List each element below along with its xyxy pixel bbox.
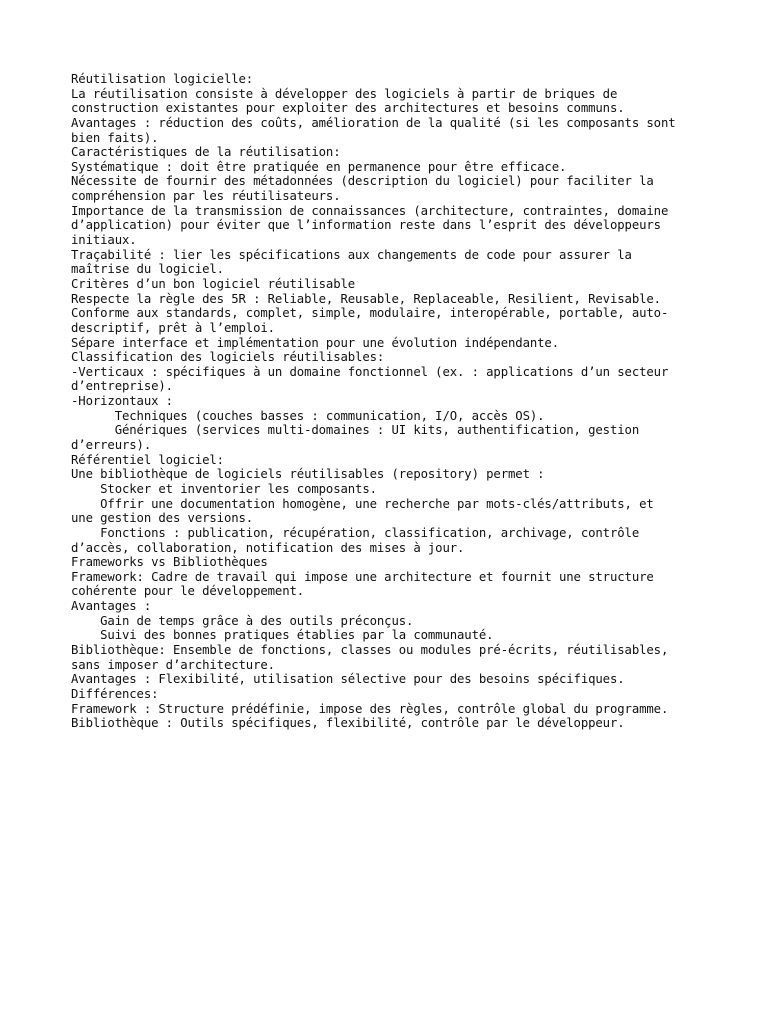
text-line: construction existantes pour exploiter des architectures et besoins communs. (71, 101, 625, 116)
text-line: Traçabilité : lier les spécifications aux changements de code pour assurer la (71, 247, 632, 262)
text-line: Stocker et inventorier les composants. (71, 481, 377, 496)
text-line: Respecte la règle des 5R : Reliable, Reusable, Replaceable, Resilient, Revisable. (71, 291, 661, 306)
text-line: Bibliothèque : Outils spécifiques, flexibilité, contrôle par le développeur. (71, 716, 625, 731)
text-line: maîtrise du logiciel. (71, 262, 224, 277)
text-line: Frameworks vs Bibliothèques (71, 555, 268, 570)
text-line: Conforme aux standards, complet, simple, modulaire, interopérable, portable, auto- (71, 306, 669, 321)
text-line: Importance de la transmission de connaissances (architecture, contraintes, domaine (71, 203, 669, 218)
text-line: Avantages : Flexibilité, utilisation sélective pour des besoins spécifiques. (71, 672, 625, 687)
text-line: compréhension par les réutilisateurs. (71, 189, 341, 204)
text-line: Nécessite de fournir des métadonnées (description du logiciel) pour faciliter la (71, 174, 654, 189)
text-line: d’erreurs). (71, 438, 152, 453)
text-line: Une bibliothèque de logiciels réutilisables (repository) permet : (71, 467, 545, 482)
text-line: Suivi des bonnes pratiques établies par la communauté. (71, 628, 494, 643)
text-line: Systématique : doit être pratiquée en permanence pour être efficace. (71, 159, 567, 174)
text-line: bien faits). (71, 130, 159, 145)
text-line: d’accès, collaboration, notification des mises à jour. (71, 540, 465, 555)
text-line: Techniques (couches basses : communication, I/O, accès OS). (71, 408, 545, 423)
text-line: Sépare interface et implémentation pour une évolution indépendante. (71, 335, 559, 350)
text-line: Référentiel logiciel: (71, 452, 224, 467)
text-line: Framework: Cadre de travail qui impose une architecture et fournit une structure (71, 569, 654, 584)
text-line: Gain de temps grâce à des outils préconçus. (71, 613, 414, 628)
text-line: initiaux. (71, 233, 137, 248)
document-page (71, 72, 711, 731)
text-line: une gestion des versions. (71, 511, 254, 526)
text-line: Critères d’un bon logiciel réutilisable (71, 276, 356, 291)
text-line: descriptif, prêt à l’emploi. (71, 320, 275, 335)
text-line: Caractéristiques de la réutilisation: (71, 145, 341, 160)
text-line: Fonctions : publication, récupération, classification, archivage, contrôle (71, 525, 640, 540)
text-line: Avantages : (71, 599, 152, 614)
text-line: sans imposer d’architecture. (71, 657, 275, 672)
text-line: Classification des logiciels réutilisables: (71, 350, 385, 365)
text-line: Offrir une documentation homogène, une recherche par mots-clés/attributs, et (71, 496, 654, 511)
text-line: -Verticaux : spécifiques à un domaine fonctionnel (ex. : applications d’un secteur (71, 364, 669, 379)
text-line: cohérente pour le développement. (71, 584, 305, 599)
text-line: Bibliothèque: Ensemble de fonctions, classes ou modules pré-écrits, réutilisables, (71, 642, 669, 657)
text-line: La réutilisation consiste à développer des logiciels à partir de briques de (71, 86, 618, 101)
text-line: d’application) pour éviter que l’information reste dans l’esprit des développeurs (71, 218, 661, 233)
text-line: -Horizontaux : (71, 394, 173, 409)
text-line: Différences: (71, 686, 159, 701)
text-line: Framework : Structure prédéfinie, impose des règles, contrôle global du programme. (71, 701, 669, 716)
text-line: Avantages : réduction des coûts, amélioration de la qualité (si les composants sont (71, 115, 676, 130)
text-line: d’entreprise). (71, 379, 173, 394)
text-line: Génériques (services multi-domaines : UI kits, authentification, gestion (71, 423, 640, 438)
text-line: Réutilisation logicielle: (71, 72, 254, 86)
